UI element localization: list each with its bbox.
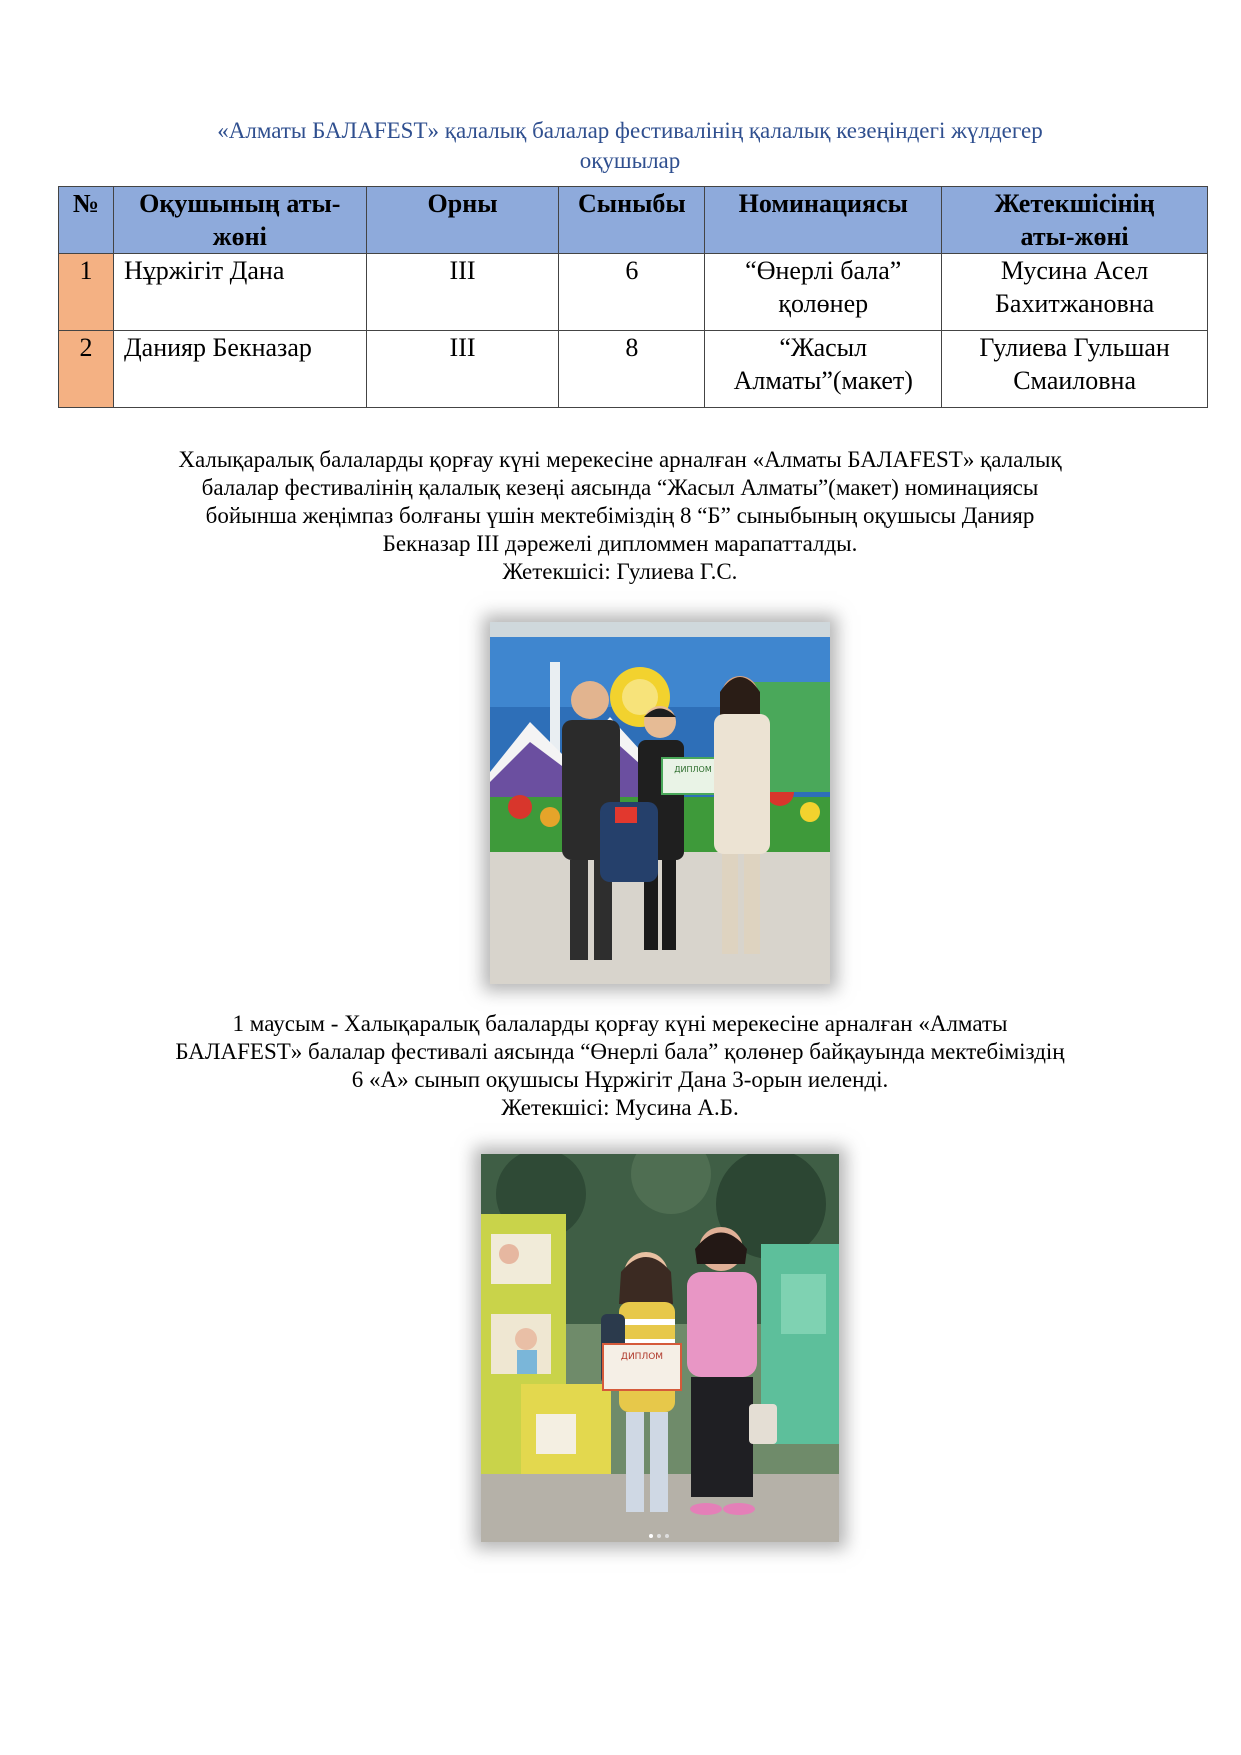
- header-student-name: Оқушының аты- жөні: [113, 187, 366, 254]
- table-header-row: [59, 187, 1208, 254]
- photo-1-diploma-label: ДИПЛОМ: [674, 765, 712, 774]
- grade: 6: [559, 254, 705, 331]
- student-name: Нұржігіт Дана: [113, 254, 366, 331]
- place: III: [366, 331, 559, 408]
- nomination: “Жасыл Алматы”(макет): [705, 331, 942, 408]
- grade: 8: [559, 331, 705, 408]
- winners-table: [58, 186, 1208, 408]
- teacher-name: Гулиева Гульшан Смаиловна: [942, 331, 1208, 408]
- header-number: №: [59, 187, 114, 254]
- award-paragraph-1: Халықаралық балаларды қорғау күні мерекесіне арналған «Алматы БАЛАFEST» қалалық балалар фестивалінің қалалық кезеңі аясында “Жасыл Алматы”(макет) номинациясы бойынша жеңімпаз болғаны үшін мектебіміздің 8 “Б” сыныбының оқушысы Данияр Бекназар III дәрежелі дипломмен марапатталды. Жетекшісі: Гулиева Г.С.: [140, 446, 1100, 586]
- supervisor-line: Жетекшісі: Гулиева Г.С.: [502, 559, 738, 584]
- table-row: [59, 331, 1208, 408]
- title-line-1: «Алматы БАЛАFEST» қалалық балалар фестивалінің қалалық кезеңіндегі жүлдегер: [217, 118, 1043, 143]
- header-teacher: Жетекшісінің аты-жөні: [942, 187, 1208, 254]
- header-nomination: Номинациясы: [705, 187, 942, 254]
- supervisor-line: Жетекшісі: Мусина А.Б.: [501, 1095, 739, 1120]
- award-paragraph-2: 1 маусым - Халықаралық балаларды қорғау күні мерекесіне арналған «Алматы БАЛАFEST» балалар фестивалі аясында “Өнерлі бала” қолөнер байқауында мектебіміздің 6 «А» сынып оқушысы Нұржігіт Дана 3-орын иеленді. Жетекшісі: Мусина А.Б.: [140, 1010, 1100, 1122]
- title-line-2: оқушылар: [579, 148, 681, 173]
- document-title: [150, 116, 1110, 176]
- header-place: Орны: [366, 187, 559, 254]
- row-number: 2: [59, 331, 114, 408]
- header-grade: Сыныбы: [559, 187, 705, 254]
- photo-1-illustration: [490, 622, 830, 984]
- student-name: Данияр Бекназар: [113, 331, 366, 408]
- row-number: 1: [59, 254, 114, 331]
- place: III: [366, 254, 559, 331]
- award-photo-2: [481, 1154, 839, 1542]
- photo-2-illustration: [481, 1154, 839, 1542]
- award-photo-1: [490, 622, 830, 984]
- photo-2-diploma-label: ДИПЛОМ: [620, 1352, 664, 1362]
- table-row: [59, 254, 1208, 331]
- teacher-name: Мусина Асел Бахитжановна: [942, 254, 1208, 331]
- nomination: “Өнерлі бала” қолөнер: [705, 254, 942, 331]
